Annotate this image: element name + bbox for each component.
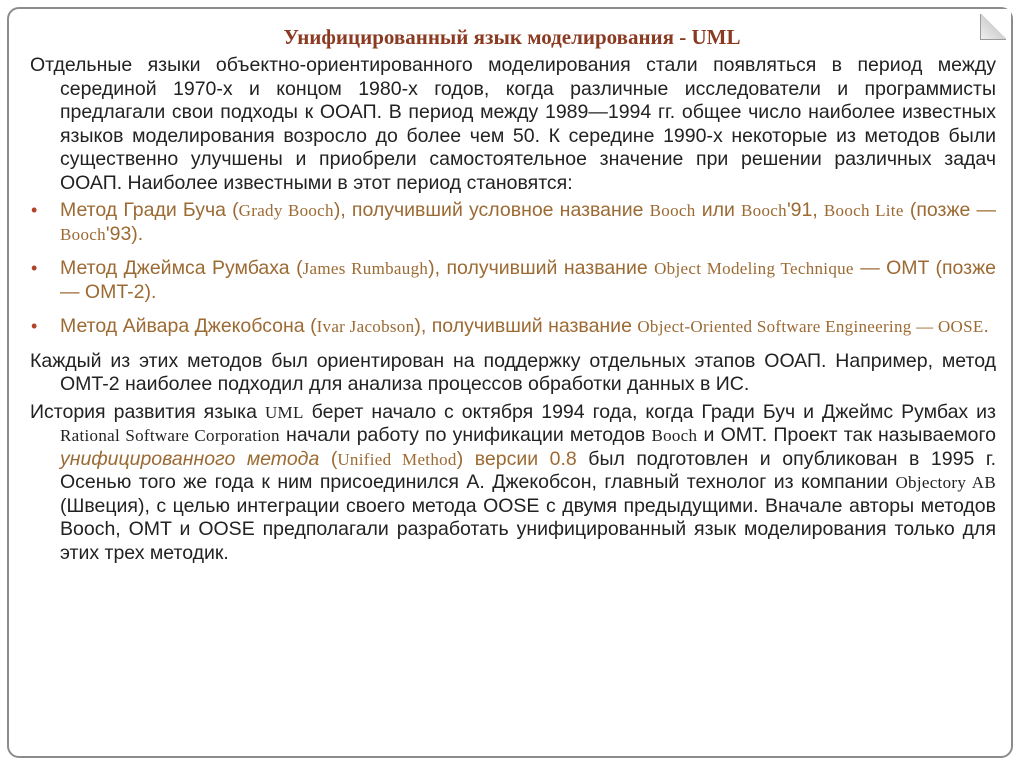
english-term: OOSE — [937, 317, 984, 336]
text-part: Метод Айвара Джекобсона ( — [60, 315, 317, 337]
text-part: был подготовлен и опубликован в 1995 г. Осенью того же года к ним присоединился А. Джекобсон, главный технолог из компании — [60, 447, 996, 493]
highlighted-term: унифицированного метода — [60, 447, 320, 470]
text-part: Метод Джеймса Румбаха ( — [60, 257, 303, 279]
highlighted-term: ) версии 0.8 — [456, 447, 577, 470]
bullet-icon: • — [31, 258, 38, 278]
list-item-booch — [30, 199, 996, 246]
bullet-icon: • — [31, 316, 38, 336]
text-part: (Швеция), с целью интеграции своего метода OOSE с двумя предыдущими. Вначале авторы методов Booch, OMT и OOSE предполагали разработать унифицированный язык моделирования только для этих трех методик. — [60, 494, 996, 564]
text-part: — OMT (позже — OMT-2). — [60, 257, 997, 303]
text-part: '93). — [105, 222, 144, 245]
bullet-text — [60, 257, 996, 303]
intro-paragraph: Отдельные языки объектно-ориентированного моделирования стали появляться в период между серединой 1970-х и концом 1980-х годов, когда различные исследователи и программисты предлагали свои подходы к ООАП. В период между 1989—1994 гг. общее число наиболее известных языков моделирования возросло до более чем 50. К середине 1990-х некоторые из методов были существенно улучшены и приобрели самостоятельное значение при решении различных задач ООАП. Наиболее известными в этот период становятся: — [30, 54, 996, 194]
text-part: или — [695, 199, 742, 221]
methods-list — [30, 199, 996, 339]
text-part: '91, — [786, 199, 824, 221]
english-term: James Rumbaugh — [302, 259, 429, 278]
text-part: берет начало с октября 1994 года, когда Гради Буч и Джеймс Румбах из — [303, 400, 996, 423]
text-part: (позже — — [903, 199, 996, 221]
bullet-text — [60, 315, 989, 337]
text-part: начали работу по унификации методов — [279, 424, 652, 446]
english-term: Object Modeling Technique — [654, 259, 854, 278]
list-item-omt — [30, 257, 996, 304]
text-part: — — [911, 317, 938, 336]
text-part: и OMT. Проект так называемого — [697, 424, 997, 446]
slide-content — [30, 54, 996, 569]
english-term: Rational Software Corporation — [60, 426, 280, 445]
bullet-icon: • — [31, 200, 38, 220]
text-part: ), получивший название — [428, 257, 655, 279]
list-item-oose — [30, 315, 996, 339]
english-term: Object-Oriented Software Engineering — [637, 317, 912, 336]
methods-paragraph: Каждый из этих методов был ориентирован на поддержку отдельных этапов ООАП. Например, метод OMT-2 наиболее подходил для анализа процессов обработки данных в ИС. — [30, 349, 996, 395]
slide-title: Унифицированный язык моделирования - UML — [283, 25, 741, 49]
text-part: ), получивший название — [414, 315, 638, 337]
english-term: UML — [264, 402, 304, 422]
english-term: Booch — [741, 201, 787, 220]
english-term: Grady Booch — [238, 201, 334, 220]
english-term: Unified Method — [337, 449, 457, 469]
english-term: Booch — [60, 224, 106, 244]
bullet-text — [60, 199, 996, 245]
text-part: История развития языка — [30, 400, 265, 423]
english-term: Booch — [649, 201, 696, 220]
english-term: Ivar Jacobson — [316, 317, 415, 336]
english-term: Objectory AB — [895, 473, 996, 492]
history-paragraph — [30, 401, 996, 566]
text-part: . — [983, 315, 989, 337]
text-part: ), получивший условное название — [333, 199, 650, 221]
english-term: Booch Lite — [823, 201, 904, 220]
english-term: Booch — [651, 426, 698, 445]
text-part: Метод Гради Буча ( — [60, 199, 239, 221]
text-part: ( — [319, 447, 338, 470]
